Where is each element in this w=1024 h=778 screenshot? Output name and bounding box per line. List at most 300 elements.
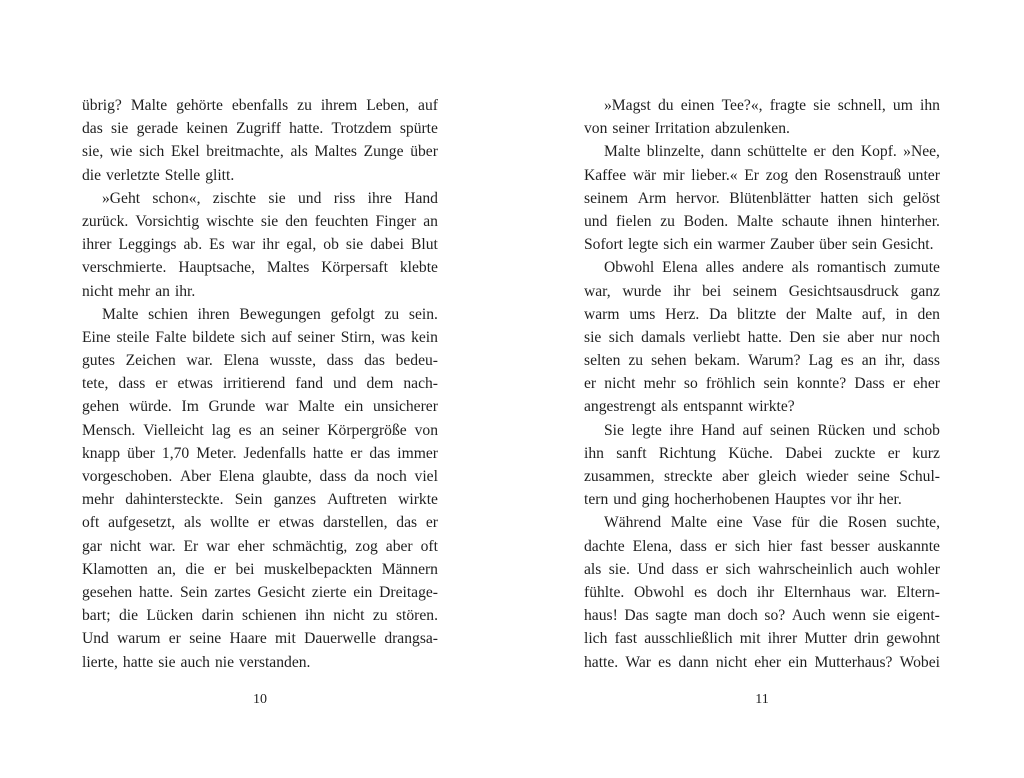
text-line: [82, 488, 438, 511]
word: mit: [739, 630, 761, 648]
word: über: [127, 444, 155, 462]
word: für: [791, 514, 810, 532]
word: suchte,: [896, 514, 940, 532]
word: Ekel: [170, 143, 200, 161]
word: auf: [418, 97, 438, 114]
word: vor: [830, 491, 852, 509]
text-line: [584, 210, 940, 233]
word: sie: [260, 212, 279, 230]
word: Er: [183, 537, 199, 555]
word: Gesicht.: [881, 236, 934, 254]
word: dann: [710, 143, 741, 161]
word: Hauptsache,: [178, 259, 255, 277]
word: war: [206, 537, 230, 555]
word: sie: [268, 189, 286, 207]
word: war.: [149, 537, 176, 555]
word: Rosen: [847, 514, 887, 532]
word: Falte: [155, 328, 187, 346]
word: wohler: [896, 560, 940, 578]
word: Im: [181, 398, 199, 416]
page-number-right: 11: [755, 692, 769, 707]
word: Leben,: [366, 97, 410, 114]
word: Meter.: [196, 444, 237, 462]
word: sich: [734, 537, 761, 555]
word: aber: [722, 468, 749, 485]
text-line: [584, 117, 940, 140]
word: er: [705, 560, 719, 578]
word: verletzte: [106, 166, 160, 184]
word: hatte: [312, 444, 344, 462]
word: schüttelte: [747, 143, 808, 161]
word: breitmachte,: [206, 143, 284, 161]
word: ihn: [920, 97, 940, 114]
word: er: [813, 143, 826, 161]
word: »Nee,: [903, 143, 940, 161]
word: wenn: [832, 607, 866, 625]
word: nur: [881, 328, 903, 346]
word: »Geht: [102, 189, 141, 207]
word: bildete: [192, 328, 235, 346]
word: das: [369, 444, 391, 462]
word: ein: [693, 236, 713, 254]
word: legte: [627, 236, 659, 254]
word: Körpersaft: [321, 259, 388, 277]
word: an: [259, 421, 275, 439]
word: es: [238, 421, 252, 439]
text-line: [584, 419, 940, 442]
word: gerade: [136, 120, 179, 138]
text-line: [82, 164, 438, 187]
word: fragte: [769, 97, 807, 114]
word: das: [364, 352, 385, 370]
word: spürte: [399, 120, 438, 138]
word: schob: [903, 421, 940, 439]
word: Stirn,: [340, 328, 375, 346]
word: viel: [414, 468, 438, 485]
word: Blütenblätter: [729, 189, 811, 207]
word: klebte: [399, 259, 438, 277]
word: sie,: [82, 143, 104, 161]
word: dass: [319, 468, 347, 485]
word: über: [410, 143, 438, 161]
word: und: [584, 212, 608, 230]
word: sagte: [655, 607, 688, 625]
word: lieber.«: [691, 166, 738, 184]
text-line: [584, 94, 940, 117]
word: er: [892, 375, 905, 393]
word: ihn: [304, 607, 325, 625]
word: lierte,: [82, 653, 118, 671]
word: dem: [366, 375, 394, 393]
word: so?: [764, 607, 786, 625]
word: warum: [117, 630, 161, 648]
word: entspannt: [683, 398, 743, 416]
word: das: [82, 120, 103, 138]
word: 1,70: [161, 444, 190, 462]
text-line: [584, 535, 940, 558]
word: sie: [813, 97, 831, 114]
word: Vielleicht: [143, 421, 204, 439]
word: gehörte: [176, 97, 223, 114]
word: Mensch.: [82, 421, 136, 439]
text-line: [82, 651, 438, 674]
word: ihn: [584, 444, 604, 462]
word: mehr: [118, 282, 151, 300]
text-line: [82, 627, 438, 650]
word: Sein: [234, 491, 263, 509]
word: da: [354, 468, 369, 485]
text-line: [82, 604, 438, 627]
word: bei: [702, 282, 722, 300]
word: Blut: [411, 236, 438, 254]
word: sein: [763, 375, 789, 393]
word: kurz: [912, 444, 940, 462]
word: sie: [822, 328, 840, 346]
word: Dreitage-: [379, 583, 438, 601]
word: übrig?: [82, 97, 122, 114]
text-line: [82, 372, 438, 395]
word: seine: [857, 468, 890, 485]
word: Obwohl: [634, 583, 685, 601]
word: zu: [628, 352, 644, 370]
word: nicht: [82, 282, 114, 300]
word: hocherhobenen: [674, 491, 770, 509]
word: und: [613, 491, 637, 509]
word: Männern: [381, 560, 438, 578]
word: aufgesetzt,: [108, 514, 176, 532]
word: den: [917, 305, 940, 323]
word: fühlte.: [584, 583, 625, 601]
word: würde.: [128, 398, 172, 416]
text-line: [82, 187, 438, 210]
word: Er: [744, 166, 759, 184]
word: nicht: [109, 537, 142, 555]
word: zurück.: [82, 212, 129, 230]
word: gleich: [758, 468, 797, 485]
word: gutes: [82, 352, 115, 370]
word: schmächtig,: [272, 537, 348, 555]
word: War: [625, 653, 651, 671]
word: ihrer: [82, 236, 112, 254]
word: nicht: [604, 375, 636, 393]
word: hatte: [122, 653, 154, 671]
word: Den: [789, 328, 816, 346]
word: der: [785, 305, 806, 323]
text-line: [584, 303, 940, 326]
word: Dauerwelle: [304, 630, 377, 648]
word: sie: [584, 328, 602, 346]
text-line: [82, 395, 438, 418]
word: hatte.: [747, 328, 782, 346]
word: besser: [830, 537, 870, 555]
word: angestrengt: [584, 398, 656, 416]
text-line: [82, 558, 438, 581]
text-line: [82, 535, 438, 558]
text-line: [584, 604, 940, 627]
word: Malte: [736, 212, 774, 230]
text-line: [584, 280, 940, 303]
word: Trotzdem: [331, 120, 392, 138]
word: als: [791, 259, 809, 277]
word: ums: [629, 305, 656, 323]
word: fast: [800, 537, 823, 555]
text-line: [82, 326, 438, 349]
word: hatte.: [584, 653, 619, 671]
word: von: [584, 120, 608, 138]
word: er: [168, 630, 181, 648]
word: dabei: [370, 236, 404, 254]
word: verliebt: [692, 328, 741, 346]
word: Auftreten: [327, 491, 387, 509]
word: Dass: [854, 375, 885, 393]
word: bekam.: [694, 352, 741, 370]
word: zu: [297, 97, 312, 114]
text-line: [82, 419, 438, 442]
word: romantisch: [816, 259, 887, 277]
word: als: [660, 398, 679, 416]
word: ihr.: [174, 282, 196, 300]
word: zog: [765, 166, 789, 184]
word: sich: [868, 189, 894, 207]
word: »Magst: [604, 97, 651, 114]
word: seiner: [612, 120, 650, 138]
word: du: [657, 97, 674, 114]
word: war.: [860, 583, 887, 601]
word: sich: [608, 328, 634, 346]
word: als: [183, 514, 202, 532]
word: Und: [637, 560, 665, 578]
word: die: [82, 166, 102, 184]
word: an,: [157, 560, 176, 578]
word: hinterher.: [880, 212, 940, 230]
word: hatte.: [289, 120, 324, 138]
word: sanft: [616, 444, 647, 462]
word: fast: [614, 630, 638, 648]
word: egal,: [286, 236, 317, 254]
word: Körpergröße: [327, 421, 407, 439]
word: Boden.: [683, 212, 729, 230]
word: Eltern-: [896, 583, 940, 601]
word: lag: [211, 421, 231, 439]
word: bedeu-: [395, 352, 438, 370]
word: auf: [271, 328, 292, 346]
word: Elena,: [632, 537, 673, 555]
word: eher: [754, 653, 782, 671]
word: ihr: [856, 491, 874, 509]
word: gewohnt: [886, 630, 940, 648]
word: Irritation: [654, 120, 711, 138]
word: sehen: [651, 352, 687, 370]
word: Dabei: [785, 444, 823, 462]
word: glitt.: [205, 166, 235, 184]
word: irritierend: [222, 375, 286, 393]
word: ein: [344, 398, 364, 416]
word: Hand: [404, 189, 438, 207]
text-line: [584, 442, 940, 465]
word: doch: [727, 607, 758, 625]
word: seinen: [770, 421, 810, 439]
word: Malte: [102, 305, 139, 323]
word: er: [887, 444, 900, 462]
word: war: [265, 398, 289, 416]
word: mehr: [82, 491, 115, 509]
word: ging: [641, 491, 670, 509]
word: Zeichen: [125, 352, 176, 370]
word: wirkte?: [747, 398, 795, 416]
word: auf: [742, 421, 763, 439]
word: Malte: [298, 398, 335, 416]
word: gehen: [82, 398, 120, 416]
word: streckte: [664, 468, 713, 485]
word: noch: [909, 328, 940, 346]
word: Richtung: [658, 444, 717, 462]
word: ihrer: [767, 630, 798, 648]
text-line: [82, 117, 438, 140]
word: schienen: [242, 607, 297, 625]
word: Elternhaus: [784, 583, 851, 601]
word: zumute: [894, 259, 940, 277]
word: dachte: [584, 537, 625, 555]
word: es: [658, 653, 672, 671]
word: tern: [584, 491, 609, 509]
word: Stelle: [164, 166, 201, 184]
word: sie: [345, 236, 364, 254]
text-line: [584, 349, 940, 372]
word: Finger: [375, 212, 417, 230]
word: schien: [148, 305, 188, 323]
word: er: [155, 375, 168, 393]
word: einen: [680, 97, 715, 114]
word: Und: [82, 630, 109, 648]
text-line: [82, 511, 438, 534]
word: bei: [235, 560, 255, 578]
word: Malte: [130, 97, 168, 114]
word: hatten: [820, 189, 859, 207]
word: darin: [201, 607, 234, 625]
word: ausschließlich: [644, 630, 733, 648]
word: sich: [725, 560, 751, 578]
word: dass: [671, 560, 699, 578]
text-line: [584, 488, 940, 511]
text-line: [584, 465, 940, 488]
word: doch: [716, 583, 748, 601]
word: zu: [660, 212, 675, 230]
word: Elena: [662, 259, 698, 277]
word: die: [819, 514, 839, 532]
word: und: [333, 375, 357, 393]
word: Sie: [604, 421, 624, 439]
word: zierte: [311, 583, 347, 601]
word: konnte?: [796, 375, 847, 393]
text-line: [82, 581, 438, 604]
word: wusste,: [269, 352, 316, 370]
word: andere: [742, 259, 784, 277]
word: her.: [878, 491, 902, 509]
word: wär: [632, 166, 657, 184]
word: schaute: [781, 212, 829, 230]
word: er: [714, 537, 727, 555]
word: sie: [158, 653, 176, 671]
word: ihrem: [320, 97, 358, 114]
word: sich: [240, 328, 266, 346]
word: ob: [323, 236, 339, 254]
word: fand: [295, 375, 324, 393]
word: aber: [847, 328, 875, 346]
word: er: [350, 444, 363, 462]
word: sich: [139, 143, 165, 161]
word: keinen: [186, 120, 228, 138]
word: die: [118, 607, 139, 625]
text-line: [584, 651, 940, 674]
page-number-left: 10: [253, 692, 267, 707]
word: damals: [641, 328, 686, 346]
word: Jedenfalls: [243, 444, 306, 462]
word: zusammen,: [584, 468, 655, 485]
word: kein: [411, 328, 438, 346]
word: den: [794, 166, 818, 184]
word: Vase: [752, 514, 782, 532]
word: seinem: [584, 189, 629, 207]
word: fröhlich: [705, 375, 756, 393]
text-line: [584, 164, 940, 187]
word: nie: [214, 653, 235, 671]
word: Mutter: [804, 630, 847, 648]
word: wieder: [805, 468, 849, 485]
text-line: [584, 372, 940, 395]
word: das: [396, 514, 418, 532]
text-line: [584, 187, 940, 210]
word: Zunge: [363, 143, 404, 161]
word: Lücken: [146, 607, 194, 625]
text-line: [82, 349, 438, 372]
word: mehr: [643, 375, 676, 393]
word: zu: [384, 305, 400, 323]
word: wischte: [206, 212, 254, 230]
word: ihr: [673, 282, 691, 300]
word: seinem: [732, 282, 778, 300]
word: über: [819, 236, 847, 254]
word: sich: [663, 236, 689, 254]
word: den: [285, 212, 308, 230]
word: Lag: [808, 352, 833, 370]
word: Maltes: [314, 143, 357, 161]
word: oft: [420, 537, 438, 555]
text-line: [82, 256, 438, 279]
word: Sofort: [584, 236, 623, 254]
word: Wobei: [899, 653, 940, 671]
word: ein: [353, 583, 373, 601]
word: Es: [209, 236, 225, 254]
word: dass: [118, 375, 146, 393]
word: Maltes: [266, 259, 310, 277]
word: Sein: [179, 583, 208, 601]
word: Vorsichtig: [135, 212, 200, 230]
word: sie: [872, 607, 890, 625]
word: auch: [859, 560, 890, 578]
text-line: [82, 210, 438, 233]
right-page-text: [584, 94, 940, 674]
word: wahrscheinlich: [757, 560, 853, 578]
word: mit: [275, 630, 296, 648]
word: Haare: [229, 630, 267, 648]
word: Hauptes: [774, 491, 826, 509]
word: es: [694, 583, 708, 601]
left-page-text: [82, 94, 438, 674]
word: was: [380, 328, 406, 346]
word: nicht: [715, 653, 748, 671]
word: blitzte: [737, 305, 777, 323]
text-line: [82, 465, 438, 488]
